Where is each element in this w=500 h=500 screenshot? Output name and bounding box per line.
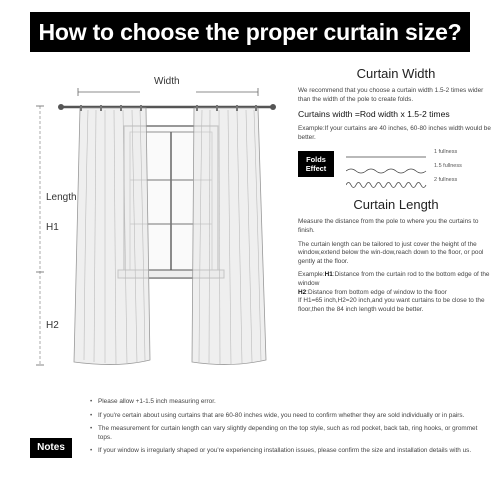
length-para-1: Measure the distance from the pole to where you the curtains to finish. xyxy=(298,218,479,234)
note-item: • Please allow +1-1.5 inch measuring error. xyxy=(90,398,490,407)
length-para-2: The curtain length can be tailored to just cover the height of the window,extend below the win-dow,reach down to the floor, or pool gently at the floor. xyxy=(298,240,484,265)
page-title: How to choose the proper curtain size? xyxy=(30,12,470,52)
h1-key: H1 xyxy=(324,271,333,279)
note-item: • The measurement for curtain length can vary slightly depending on the top style, such as rod pocket, back tab, ring hooks, or grommet tops. xyxy=(90,425,490,442)
fold-label-1: 1 fullness xyxy=(434,149,458,156)
curtain-width-heading: Curtain Width xyxy=(356,66,436,81)
flat-line-icon xyxy=(346,152,428,162)
length-example: Example:H1:Distance from the curtain rod to the bottom edge of the window H2:Distance from bottom edge of window to the floor If H1=65 inch,H2=20 inch,and you want curtains to be close to the floor,then the 84 inch length would be better. xyxy=(298,271,490,313)
fold-row-3 xyxy=(346,177,496,187)
width-label: Width xyxy=(154,76,180,87)
wave-line-icon xyxy=(346,166,428,176)
notes-list xyxy=(90,398,490,461)
fold-label-3: 2 fullness xyxy=(434,177,458,184)
note-item: • If your window is irregularly shaped or you're experiencing installation issues, please confirm the size and installation details with us. xyxy=(90,447,490,456)
curtain-length-heading: Curtain Length xyxy=(353,197,439,213)
info-column xyxy=(298,62,494,314)
dense-wave-line-icon xyxy=(346,180,428,190)
curtain-width-text: We recommend that you choose a curtain width 1.5-2 times wider than the width of the pole to create folds. xyxy=(298,87,484,103)
example-calc: If H1=65 inch,H2=20 inch,and you want curtains to be close to the floor,then the 84 inch length would be better. xyxy=(298,297,485,313)
length-label: Length xyxy=(46,192,77,203)
fold-label-2: 1.5 fullness xyxy=(434,163,462,170)
width-example: Example:If your curtains are 40 inches, 60-80 inches width would be better. xyxy=(298,125,491,141)
h1-label: H1 xyxy=(46,222,59,233)
notes-badge: Notes xyxy=(30,438,72,458)
note-item: • If you're certain about using curtains that are 60-80 inches wide, you need to confirm whether they are sold individually or in pairs. xyxy=(90,412,490,421)
fold-row-2 xyxy=(346,163,496,173)
folds-effect xyxy=(298,147,494,193)
h2-key: H2 xyxy=(298,288,307,296)
h2-label: H2 xyxy=(46,320,59,331)
curtain-illustration xyxy=(0,60,290,380)
folds-badge: Folds Effect xyxy=(298,151,334,177)
fold-row-1 xyxy=(346,149,496,159)
curtain-diagram xyxy=(0,60,290,380)
width-formula: Curtains width =Rod width x 1.5-2 times xyxy=(298,109,450,120)
